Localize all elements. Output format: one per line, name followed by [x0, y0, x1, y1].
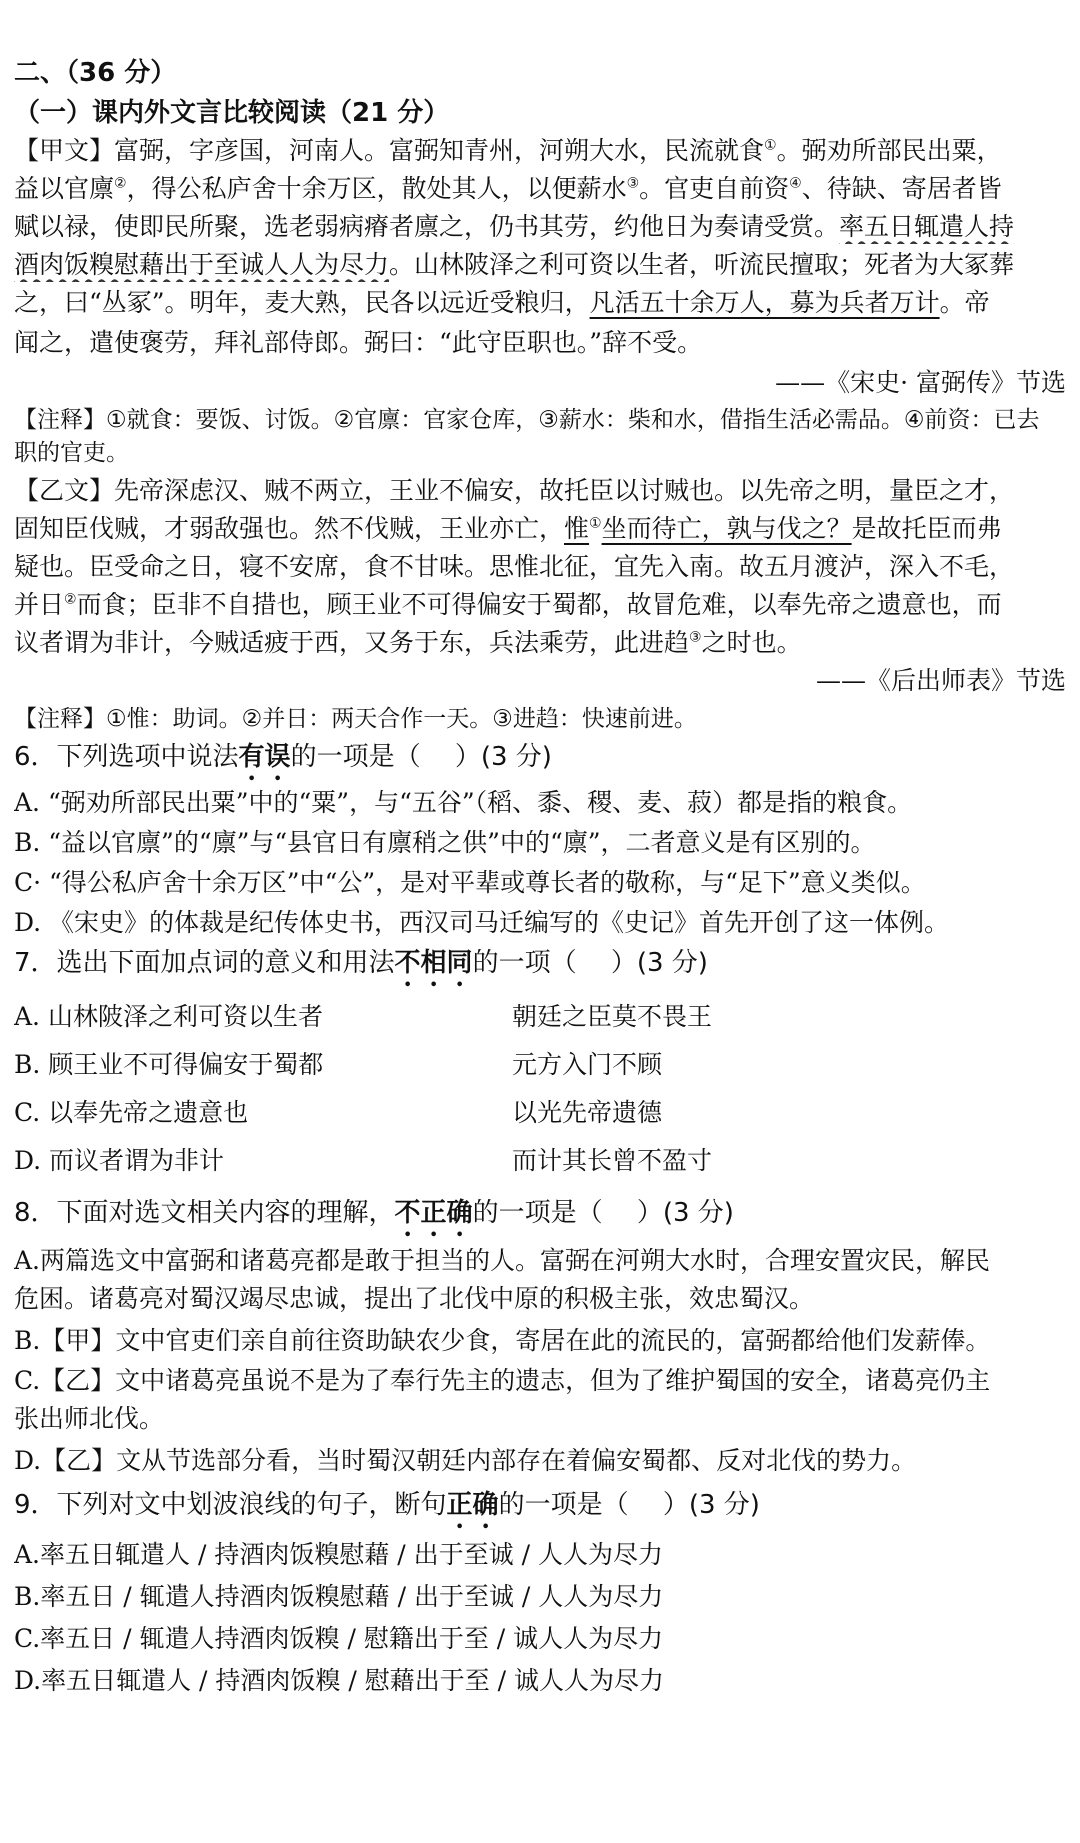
q7-stem: 7．选出下面加点词的意义和用法不相同的一项（ ）(3 分) [14, 948, 708, 978]
underlined-sentence: 凡活五十余万人，募为兵者万计 [589, 288, 940, 317]
underlined-sentence: 坐而待亡，孰与伐之？ [601, 514, 852, 543]
q8-option-c-line-2: 张出师北伐。 [14, 1404, 165, 1433]
yi-line-3: 疑也。臣受命之日，寝不安席，食不甘味。思惟北征，宜先入南。故五月渡泸，深入不毛， [14, 552, 1015, 581]
q6-option-a: A. “弼劝所部民出粟”中的“粟”，与“五谷”（稻、黍、稷、麦、菽）都是指的粮食。 [14, 788, 913, 817]
q9-option-b: B.率五日 / 辄遣人持酒肉饭糗慰藉 / 出于至诚 / 人人为尽力 [14, 1582, 664, 1611]
q7-option-a: A. 山林陂泽之利可资以生者 朝廷之臣莫不畏王 [14, 1002, 713, 1031]
yi-line-5: 议者谓为非计，今贼适疲于西，又务于东，兵法乘劳，此进趋③之时也。 [14, 628, 802, 657]
q6-option-d: D. 《宋史》的体裁是纪传体史书，西汉司马迁编写的《史记》首先开创了这一体例。 [14, 908, 950, 937]
q7-option-d: D. 而议者谓为非计 而计其长曾不盈寸 [14, 1146, 713, 1175]
jia-note-1: 【注释】①就食：要饭、讨饭。②官廪：官家仓库，③薪水：柴和水，借指生活必需品。④前资：已去 [14, 407, 1040, 433]
q9-stem: 9．下列对文中划波浪线的句子，断句正确的一项是（ ）(3 分) [14, 1490, 760, 1520]
jia-line-6: 闻之，遣使褒劳，拜礼部侍郎。弼曰：“此守臣职也。”辞不受。 [14, 328, 703, 357]
q9-option-c: C.率五日 / 辄遣人持酒肉饭糗 / 慰籍出于至 / 诚人人为尽力 [14, 1624, 664, 1653]
jia-line-3: 赋以禄，使即民所聚，选老弱病瘠者廪之，仍书其劳，约他日为奏请受赏。率五日辄遣人持 [14, 212, 1015, 241]
q7-option-c: C. 以奉先帝之遗意也 以光先帝遗德 [14, 1098, 663, 1127]
q8-option-d: D.【乙】文从节选部分看，当时蜀汉朝廷内部存在着偏安蜀都、反对北伐的势力。 [14, 1446, 917, 1475]
q7-option-b: B. 顾王业不可得偏安于蜀都 元方入门不顾 [14, 1050, 663, 1079]
section-subtitle: （一）课内外文言比较阅读（21 分） [14, 98, 450, 128]
q8-option-c-line-1: C.【乙】文中诸葛亮虽说不是为了奉行先主的遗志，但为了维护蜀国的安全，诸葛亮仍主 [14, 1366, 991, 1395]
yi-line-2: 固知臣伐贼，才弱敌强也。然不伐贼，王业亦亡，惟①坐而待亡，孰与伐之？是故托臣而弗 [14, 514, 1002, 543]
section-title: 二、（36 分） [14, 58, 177, 88]
q6-stem: 6．下列选项中说法有误的一项是（ ）(3 分) [14, 742, 552, 772]
yi-source: ——《后出师表》节选 [815, 666, 1066, 695]
q6-option-c: C· “得公私庐舍十余万区”中“公”，是对平辈或尊长者的敬称，与“足下”意义类似。 [14, 868, 926, 897]
jia-line-2: 益以官廪②，得公私庐舍十余万区，散处其人，以便薪水③。官吏自前资④、待缺、寄居者皆 [14, 174, 1002, 203]
q8-option-a-line-1: A.两篇选文中富弼和诸葛亮都是敢于担当的人。富弼在河朔大水时，合理安置灾民，解民 [14, 1246, 991, 1275]
q6-option-b: B. “益以官廪”的“廪”与“县官日有廪稍之供”中的“廪”，二者意义是有区别的。 [14, 828, 876, 857]
jia-line-4: 酒肉饭糗慰藉出于至诚人人为尽力。山林陂泽之利可资以生者，听流民擅取；死者为大冢葬 [14, 250, 1015, 279]
wavy-underline-sentence: 酒肉饭糗慰藉出于至诚人人为尽力 [14, 250, 390, 279]
wavy-underline-sentence: 率五日辄遣人持 [839, 212, 1015, 241]
yi-note: 【注释】①惟：助词。②并日：两天合作一天。③进趋：快速前进。 [14, 706, 697, 732]
q9-option-d: D.率五日辄遣人 / 持酒肉饭糗 / 慰藉出于至 / 诚人人为尽力 [14, 1666, 665, 1695]
yi-line-1: 【乙文】先帝深虑汉、贼不两立，王业不偏安，故托臣以讨贼也。以先帝之明，量臣之才， [14, 476, 1015, 505]
jia-line-1: 【甲文】富弼，字彦国，河南人。富弼知青州，河朔大水，民流就食①。弼劝所部民出粟， [14, 136, 1002, 165]
q9-option-a: A.率五日辄遣人 / 持酒肉饭糗慰藉 / 出于至诚 / 人人为尽力 [14, 1540, 663, 1569]
jia-line-5: 之，曰“丛冢”。明年，麦大熟，民各以远近受粮归，凡活五十余万人，募为兵者万计。帝 [14, 288, 990, 317]
q8-stem: 8．下面对选文相关内容的理解，不正确的一项是（ ）(3 分) [14, 1198, 734, 1228]
yi-line-4: 并日②而食；臣非不自措也，顾王业不可得偏安于蜀都，故冒危难，以奉先帝之遗意也，而 [14, 590, 1002, 619]
q8-option-b: B.【甲】文中官吏们亲自前往资助缺农少食，寄居在此的流民的，富弼都给他们发薪俸。 [14, 1326, 991, 1355]
jia-source: ——《宋史· 富弼传》节选 [775, 368, 1066, 397]
jia-note-2: 职的官吏。 [14, 440, 129, 466]
q8-option-a-line-2: 危困。诸葛亮对蜀汉竭尽忠诚，提出了北伐中原的积极主张，效忠蜀汉。 [14, 1284, 815, 1313]
